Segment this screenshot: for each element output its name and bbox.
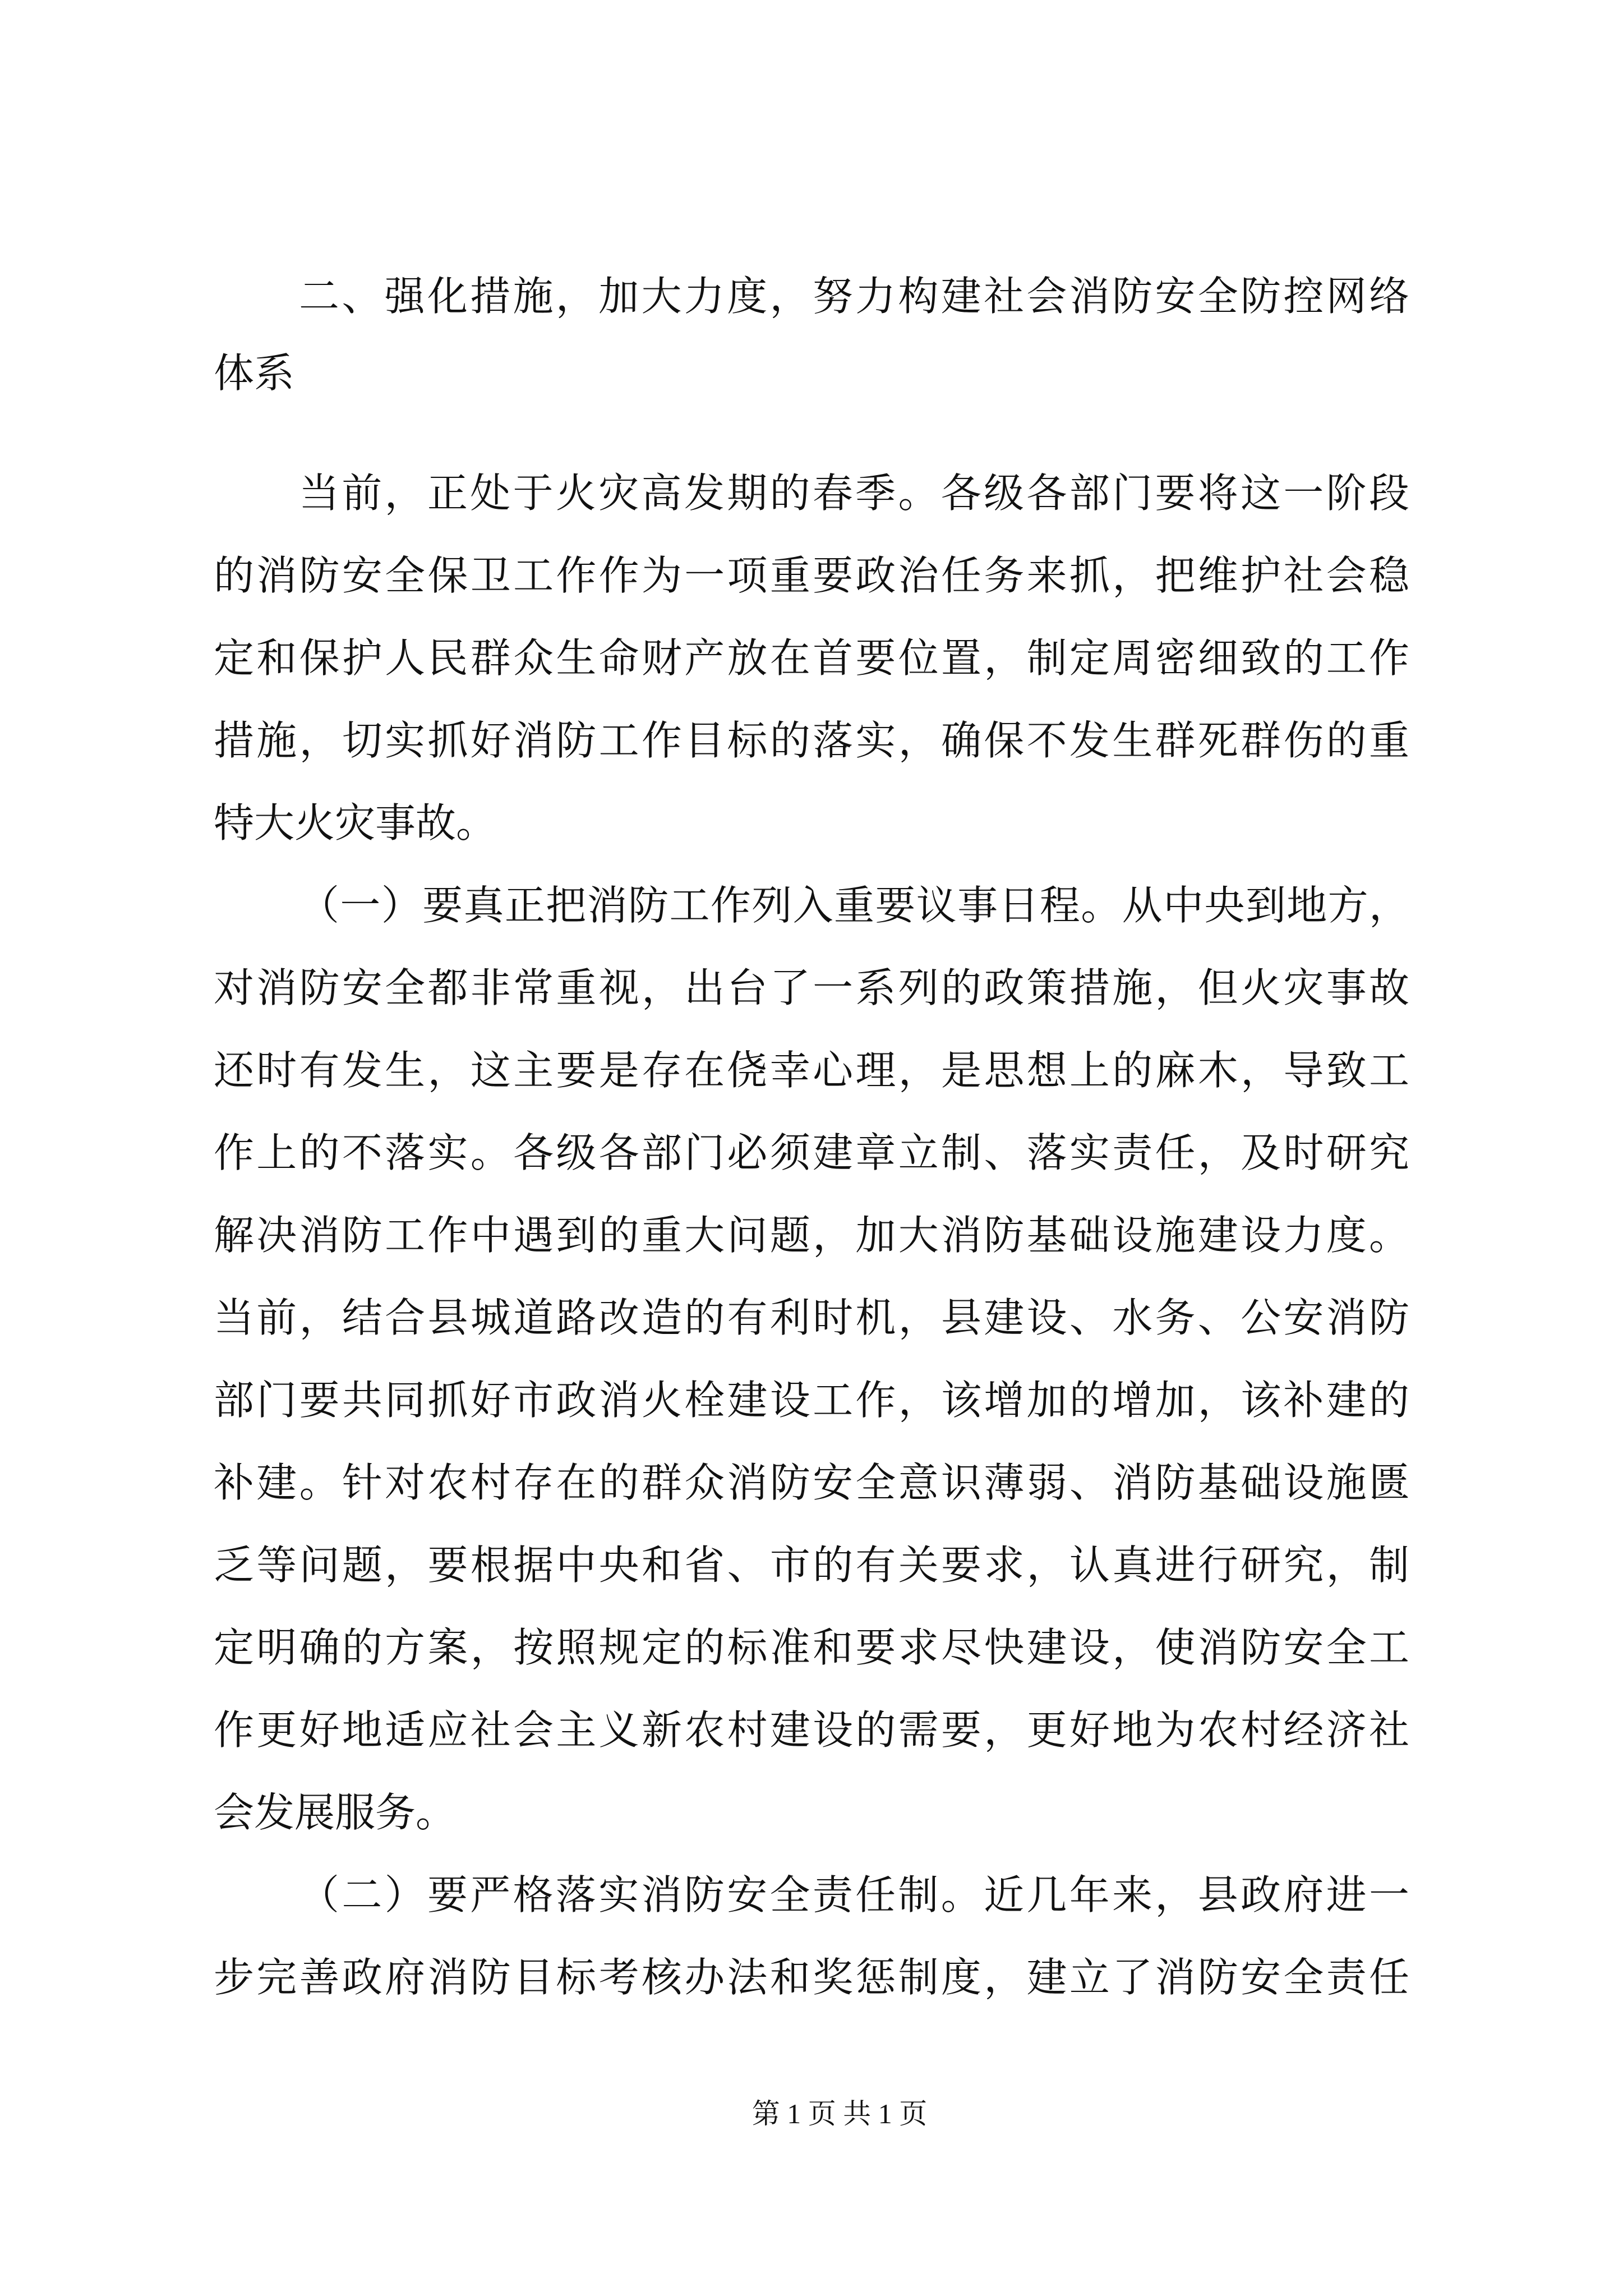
paragraph-line: 还时有发生，这主要是存在侥幸心理，是思想上的麻木，导致工 [214, 1047, 1409, 1094]
paragraph-line: 步完善政府消防目标考核办法和奖惩制度，建立了消防安全责任 [214, 1954, 1409, 2001]
paragraph-line: 部门要共同抓好市政消火栓建设工作，该增加的增加，该补建的 [214, 1377, 1409, 1424]
body-paragraph [214, 864, 1409, 1854]
paragraph-line: （一）要真正把消防工作列入重要议事日程。从中央到地方， [299, 882, 1409, 929]
paragraph-line: 对消防安全都非常重视，出台了一系列的政策措施，但火灾事故 [214, 964, 1409, 1011]
body-paragraph [214, 1854, 1409, 2019]
paragraph-line: 措施，切实抓好消防工作目标的落实，确保不发生群死群伤的重 [214, 717, 1409, 764]
section-heading [214, 258, 1409, 412]
paragraph-line: （二）要严格落实消防安全责任制。近几年来，县政府进一 [299, 1871, 1409, 1918]
paragraph-line: 特大火灾事故。 [214, 799, 497, 846]
paragraph-line: 定明确的方案，按照规定的标准和要求尽快建设，使消防安全工 [214, 1624, 1409, 1671]
paragraph-line: 当前，结合县城道路改造的有利时机，县建设、水务、公安消防 [214, 1294, 1409, 1341]
paragraph-line: 的消防安全保卫工作作为一项重要政治任务来抓，把维护社会稳 [214, 552, 1409, 599]
paragraph-line: 作更好地适应社会主义新农村建设的需要，更好地为农村经济社 [214, 1706, 1409, 1754]
paragraph-line: 作上的不落实。各级各部门必须建章立制、落实责任，及时研究 [214, 1129, 1409, 1176]
paragraph-line: 乏等问题，要根据中央和省、市的有关要求，认真进行研究，制 [214, 1542, 1409, 1589]
paragraph-line: 定和保护人民群众生命财产放在首要位置，制定周密细致的工作 [214, 634, 1409, 682]
page-footer: 第 1 页 共 1 页 [751, 2098, 928, 2129]
heading-line: 体系 [214, 349, 295, 397]
paragraph-line: 当前，正处于火灾高发期的春季。各级各部门要将这一阶段 [299, 470, 1409, 517]
paragraph-line: 补建。针对农村存在的群众消防安全意识薄弱、消防基础设施匮 [214, 1459, 1409, 1506]
heading-line: 二、强化措施，加大力度，努力构建社会消防安全防控网络 [299, 273, 1409, 320]
paragraph-line: 会发展服务。 [214, 1789, 457, 1836]
body-paragraph [214, 452, 1409, 864]
document-body [214, 258, 1409, 2019]
paragraph-line: 解决消防工作中遇到的重大问题，加大消防基础设施建设力度。 [214, 1212, 1409, 1259]
